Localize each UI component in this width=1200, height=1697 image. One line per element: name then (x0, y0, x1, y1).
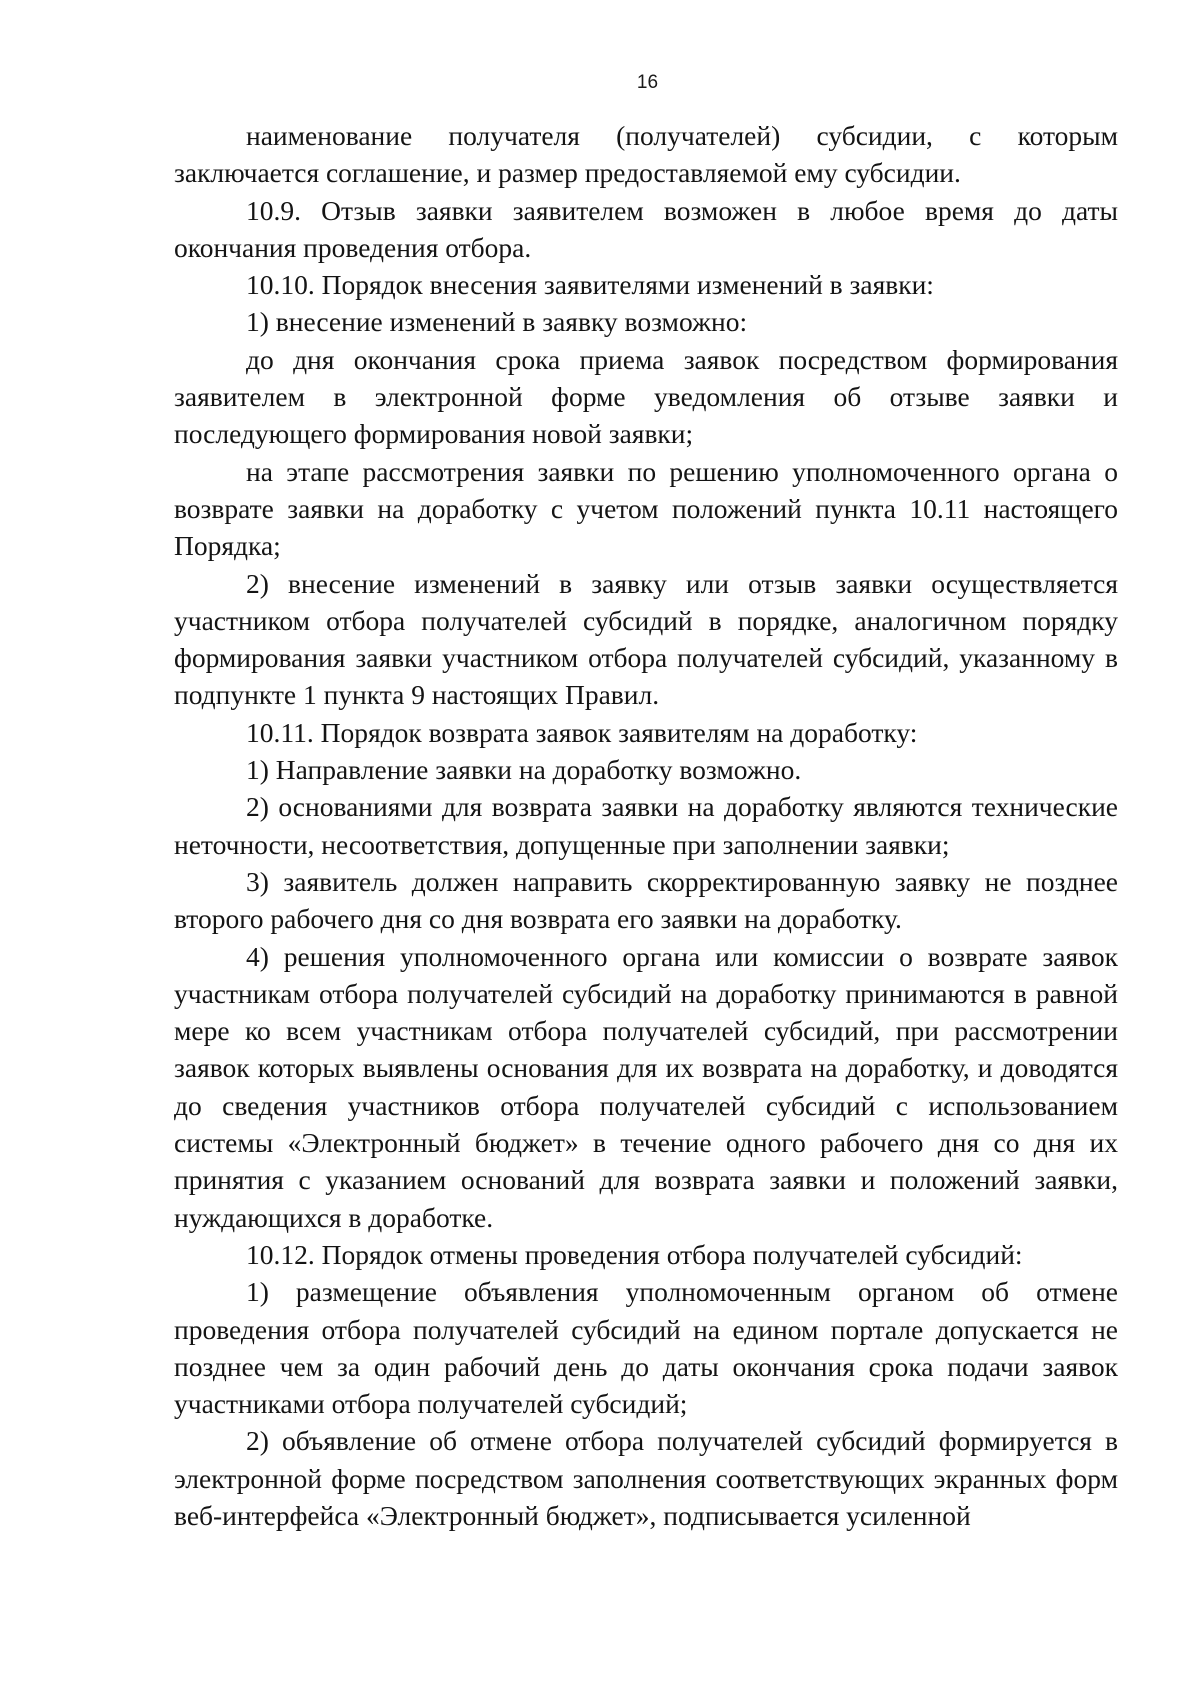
paragraph: 10.11. Порядок возврата заявок заявителям на доработку: (246, 716, 918, 748)
document-body (174, 117, 1118, 1534)
paragraph: 1) Направление заявки на доработку возможно. (246, 754, 802, 786)
page-number: 16 (636, 72, 659, 93)
paragraph: 2) внесение изменений в заявку или отзыв заявки осуществляется участником отбора получателей субсидий в порядке, аналогичном порядку формирования заявки участником отбора получателей субсидий, указанному в подпункте 1 пункта 9 настоящих Правил. (174, 567, 1118, 711)
paragraph: 10.10. Порядок внесения заявителями изменений в заявки: (246, 269, 934, 301)
paragraph: 2) основаниями для возврата заявки на доработку являются технические неточности, несоответствия, допущенные при заполнении заявки; (174, 791, 1118, 860)
paragraph: 4) решения уполномоченного органа или комиссии о возврате заявок участникам отбора получателей субсидий на доработку принимаются в равной мере ко всем участникам отбора получателей субсидий, при рассмотрении заявок которых выявлены основания для их возврата на доработку, и доводятся до сведения участников отбора получателей субсидий с использованием системы «Электронный бюджет» в течение одного рабочего дня со дня их принятия с указанием оснований для возврата заявки и положений заявки, нуждающихся в доработке. (174, 940, 1118, 1233)
paragraph: на этапе рассмотрения заявки по решению уполномоченного органа о возврате заявки на доработку с учетом положений пункта 10.11 настоящего Порядка; (174, 455, 1118, 562)
paragraph: 3) заявитель должен направить скорректированную заявку не позднее второго рабочего дня со дня возврата его заявки на доработку. (174, 865, 1118, 935)
paragraph: 10.9. Отзыв заявки заявителем возможен в любое время до даты окончания проведения отбора. (174, 194, 1118, 263)
paragraph: наименование получателя (получателей) субсидии, с которым заключается соглашение, и размер предоставляемой ему субсидии. (174, 120, 1118, 189)
paragraph: 2) объявление об отмене отбора получателей субсидий формируется в электронной форме посредством заполнения соответствующих экранных форм веб-интерфейса «Электронный бюджет», подписывается усиленной (174, 1425, 1118, 1531)
paragraph: 1) размещение объявления уполномоченным органом об отмене проведения отбора получателей субсидий на едином портале допускается не позднее чем за один рабочий день до даты окончания срока подачи заявок участниками отбора получателей субсидий; (174, 1276, 1118, 1420)
paragraph: 10.12. Порядок отмены проведения отбора получателей субсидий: (246, 1238, 1023, 1270)
paragraph: до дня окончания срока приема заявок посредством формирования заявителем в электронной форме уведомления об отзыве заявки и последующего формирования новой заявки; (174, 343, 1118, 450)
paragraph: 1) внесение изменений в заявку возможно: (246, 306, 748, 338)
